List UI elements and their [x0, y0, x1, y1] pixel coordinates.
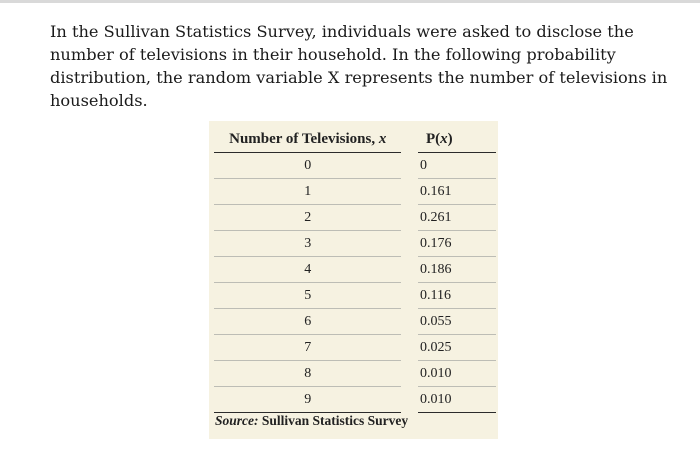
cell-x: 5 [214, 283, 401, 309]
table-row [214, 205, 496, 231]
cell-gap [401, 335, 417, 361]
header-x-var: x [378, 130, 387, 147]
top-divider [0, 0, 700, 3]
cell-probability: 0.010 [418, 387, 496, 413]
cell-x: 1 [214, 179, 401, 205]
cell-gap [401, 231, 417, 257]
cell-gap [401, 283, 417, 309]
cell-probability: 0.261 [418, 205, 496, 231]
header-x-text: Number of Televisions, [229, 130, 379, 147]
cell-probability: 0.055 [418, 309, 496, 335]
header-p-prefix: P( [425, 130, 441, 147]
cell-gap [401, 257, 417, 283]
header-number-of-televisions [214, 126, 401, 153]
cell-gap [401, 153, 417, 179]
header-probability [418, 126, 496, 153]
cell-probability: 0.010 [418, 361, 496, 387]
table-row [214, 387, 496, 413]
cell-probability: 0.176 [418, 231, 496, 257]
problem-text: In the Sullivan Statistics Survey, individuals were asked to disclose the number of televisions in their household. In the following probability distribution, the random variable X represents the number of televisions in households. [50, 22, 668, 110]
cell-probability: 0.116 [418, 283, 496, 309]
cell-x: 2 [214, 205, 401, 231]
cell-x: 4 [214, 257, 401, 283]
table-row [214, 361, 496, 387]
cell-x: 7 [214, 335, 401, 361]
cell-x: 0 [214, 153, 401, 179]
table-source-note [215, 413, 408, 429]
cell-gap [401, 361, 417, 387]
header-gap [401, 126, 417, 153]
table-row [214, 153, 496, 179]
table-row [214, 283, 496, 309]
cell-probability: 0.025 [418, 335, 496, 361]
table-row [214, 335, 496, 361]
source-label: Source: [215, 413, 259, 428]
table-header-row [214, 126, 496, 153]
cell-x: 6 [214, 309, 401, 335]
cell-x: 8 [214, 361, 401, 387]
cell-x: 9 [214, 387, 401, 413]
probability-distribution-table [214, 126, 496, 413]
cell-probability: 0.161 [418, 179, 496, 205]
header-p-var: x [440, 130, 448, 147]
cell-probability: 0.186 [418, 257, 496, 283]
cell-gap [401, 309, 417, 335]
cell-gap [401, 179, 417, 205]
table-row [214, 231, 496, 257]
cell-x: 3 [214, 231, 401, 257]
cell-probability: 0 [418, 153, 496, 179]
table-row [214, 309, 496, 335]
cell-gap [401, 387, 417, 413]
table-row [214, 179, 496, 205]
table-row [214, 257, 496, 283]
header-p-suffix: ) [447, 130, 453, 147]
probability-table-panel [209, 121, 498, 439]
cell-gap [401, 205, 417, 231]
source-text: Sullivan Statistics Survey [258, 413, 409, 428]
